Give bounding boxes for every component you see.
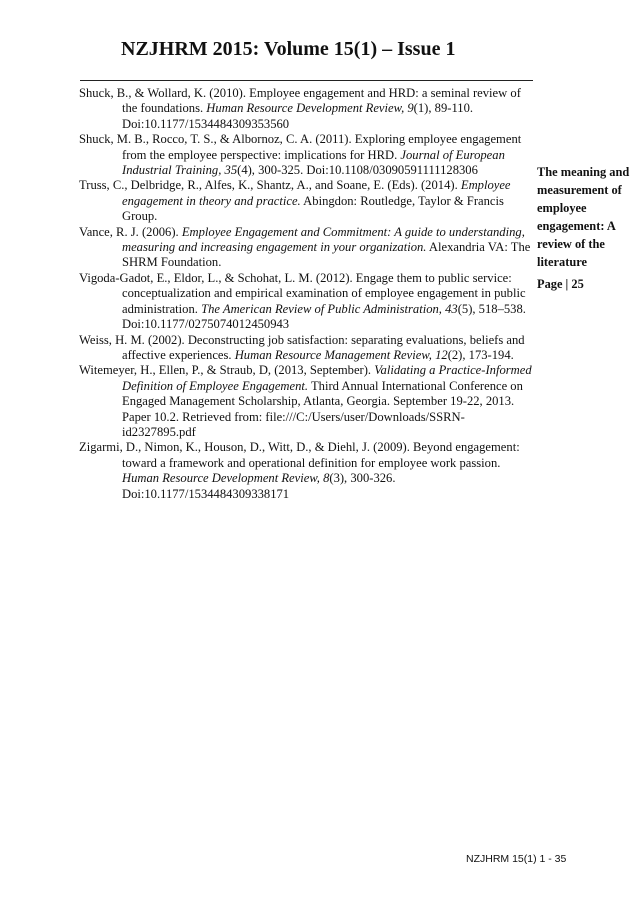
reference-entry xyxy=(79,440,535,502)
journal-header: NZJHRM 2015: Volume 15(1) – Issue 1 xyxy=(121,38,456,60)
reference-source: Validating a Practice-Informed Definition of Employee Engagement. xyxy=(122,363,532,393)
footer-issue-range: NZJHRM 15(1) 1 - 35 xyxy=(466,853,567,865)
reference-entry xyxy=(79,225,535,271)
sidebar-title-line: measurement of xyxy=(537,183,622,197)
reference-source: Human Resource Management Review, 12 xyxy=(234,347,448,362)
sidebar-title-line: engagement: A xyxy=(537,219,616,233)
reference-text: Shuck, M. B., Rocco, T. S., & Albornoz, C. A. (2011). Exploring employee engagement from the employee perspective: implications for HRD. xyxy=(79,132,522,162)
reference-details: (5), 518–538. Doi:10.1177/0275074012450943 xyxy=(122,301,526,332)
reference-details: (1), 89-110. Doi:10.1177/1534484309353560 xyxy=(122,101,474,131)
reference-details: (2), 173-194. xyxy=(447,347,514,362)
reference-text: Weiss, H. M. (2002). Deconstructing job satisfaction: separating evaluations, beliefs and affective experiences. xyxy=(79,332,525,362)
reference-details: Alexandria VA: The SHRM Foundation. xyxy=(122,240,531,270)
sidebar-title-line: The meaning and xyxy=(537,165,630,179)
sidebar-title-line: employee xyxy=(537,201,587,215)
reference-text: Truss, C., Delbridge, R., Alfes, K., Shantz, A., and Soane, E. (Eds). (2014). xyxy=(79,178,461,193)
reference-source: Journal of European Industrial Training, 35 xyxy=(122,147,505,178)
reference-text: Witemeyer, H., Ellen, P., & Straub, D, (2013, September). xyxy=(79,363,375,378)
reference-source: Human Resource Development Review, 9 xyxy=(206,101,414,116)
reference-source: Human Resource Development Review, 8 xyxy=(122,471,330,486)
sidebar-title-line: literature xyxy=(537,255,587,269)
reference-details: (3), 300-326. Doi:10.1177/1534484309338171 xyxy=(122,471,396,501)
reference-details: (4), 300-325. Doi:10.1108/03090591111128306 xyxy=(237,163,478,178)
reference-text: Vance, R. J. (2006). xyxy=(79,224,182,239)
reference-entry xyxy=(79,86,535,132)
reference-entry xyxy=(79,178,535,224)
reference-list xyxy=(79,86,535,502)
header-rule xyxy=(80,80,533,81)
page-number-label: Page | 25 xyxy=(537,277,584,291)
reference-entry xyxy=(79,271,535,333)
reference-text: Zigarmi, D., Nimon, K., Houson, D., Witt, D., & Diehl, J. (2009). Beyond engagement: toward a framework and operational definition for employee work passion. xyxy=(79,440,520,470)
article-title-sidebar xyxy=(537,163,637,271)
reference-details: Third Annual International Conference on Engaged Management Scholarship, Atlanta, Georgia. September 19-22, 2013. Paper 10.2. Retrieved from: file:///C:/Users/user/Downloads/SSRN-id2327895.pdf xyxy=(122,378,523,439)
sidebar-title-line: review of the xyxy=(537,237,605,251)
reference-text: Shuck, B., & Wollard, K. (2010). Employee engagement and HRD: a seminal review of the foundations. xyxy=(79,86,521,116)
reference-entry xyxy=(79,363,535,440)
reference-entry xyxy=(79,333,535,364)
reference-text: Vigoda-Gadot, E., Eldor, L., & Schohat, L. M. (2012). Engage them to public service: conceptualization and empirical examination of employee engagement in public administration. xyxy=(79,270,526,316)
reference-source: The American Review of Public Administration, 43 xyxy=(201,301,458,316)
reference-source: Employee engagement in theory and practice. xyxy=(122,178,511,208)
reference-source: Employee Engagement and Commitment: A guide to understanding, measuring and increasing engagement in your organization. xyxy=(122,224,525,255)
reference-entry xyxy=(79,132,535,178)
reference-details: Abingdon: Routledge, Taylor & Francis Group. xyxy=(122,193,504,224)
